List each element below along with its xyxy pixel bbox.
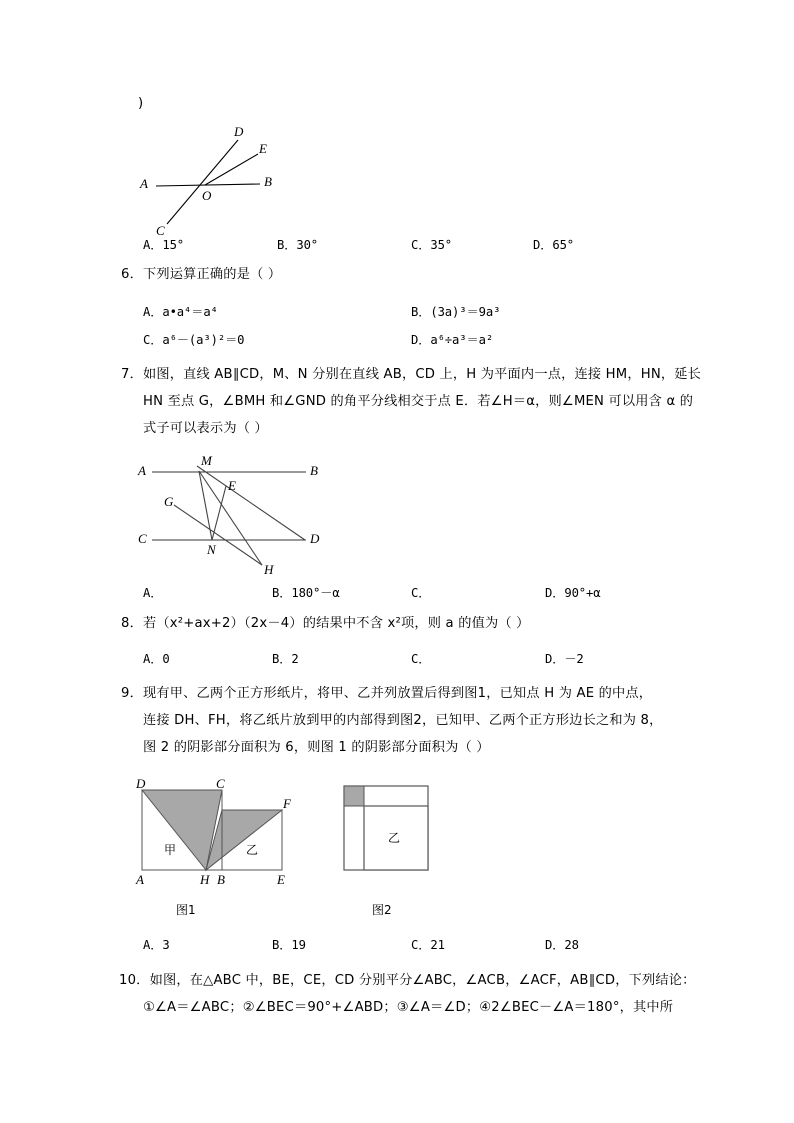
q7-parallel-lines-figure (138, 452, 338, 580)
q9-figure2 (340, 782, 450, 917)
q6-option-a[interactable] (143, 303, 218, 320)
q7-option-d[interactable]: D．90°+α (545, 586, 601, 600)
q5-point-E: E (259, 141, 267, 156)
q9-option-a[interactable]: A．3 (143, 938, 170, 952)
q8-option-b[interactable]: B．2 (272, 652, 299, 666)
svg-text:乙: 乙 (388, 831, 401, 845)
q9-stem-line-2: 连接 DH、FH，将乙纸片放到甲的内部得到图2，已知甲、乙两个正方形边长之和为 8， (143, 713, 663, 728)
q9-fig1-point-B: B (217, 872, 225, 887)
q8-option-c[interactable]: C． (411, 652, 431, 666)
q9-figure1 (128, 776, 308, 917)
q10-stem-line-1: 10．如图，在△ABC 中，BE，CE，CD 分别平分∠ABC，∠ACB，∠ACF，AB∥CD，下列结论： (119, 973, 696, 988)
q6-option-b-text: B．(3a)³＝9a³ (411, 305, 501, 319)
q7-point-E: E (228, 478, 236, 493)
q6-option-a-text: A．a•a⁴＝a⁴ (143, 305, 218, 319)
q5-angle-figure (140, 124, 290, 238)
q9-option-d[interactable]: D．28 (545, 938, 579, 952)
q7-point-A: A (138, 463, 146, 478)
q6-option-d[interactable] (411, 331, 493, 348)
q9-stem-line-1: 9．现有甲、乙两个正方形纸片，将甲、乙并列放置后得到图1，已知点 H 为 AE 的中点， (121, 686, 653, 701)
q7-option-b[interactable]: B．180°－α (272, 586, 340, 600)
q6-option-c[interactable] (143, 331, 244, 348)
q10-stem-line-2: ①∠A＝∠ABC；②∠BEC＝90°+∠ABD；③∠A＝∠D；④2∠BEC－∠A＝180°，其中所 (143, 1000, 674, 1015)
svg-text:甲: 甲 (164, 843, 177, 857)
q8-option-a[interactable]: A．0 (143, 652, 170, 666)
q9-fig1-point-A: A (136, 872, 144, 887)
q9-figure1-caption: 图1 (176, 903, 196, 917)
q7-point-N: N (207, 542, 216, 557)
q7-point-G: G (164, 494, 174, 509)
q5-option-c[interactable]: C．35° (411, 238, 453, 252)
q9-figure2-caption: 图2 (372, 903, 392, 917)
q7-point-B: B (310, 463, 318, 478)
q5-point-D: D (234, 124, 244, 139)
q7-option-c[interactable]: C． (411, 586, 431, 600)
q7-stem-line-2: HN 至点 G，∠BMH 和∠GND 的角平分线相交于点 E．若∠H＝α，则∠MEN 可以用含 α 的 (143, 394, 694, 409)
q7-point-C: C (138, 531, 147, 546)
q9-fig1-point-E: E (277, 872, 285, 887)
q5-point-B: B (264, 174, 272, 189)
q9-option-b[interactable]: B．19 (272, 938, 306, 952)
q5-point-A: A (140, 176, 148, 191)
q7-stem-line-1: 7．如图，直线 AB∥CD，M、N 分别在直线 AB，CD 上，H 为平面内一点，连接 HM，HN，延长 (121, 367, 702, 382)
q9-fig1-point-C: C (216, 776, 225, 791)
q7-point-H: H (264, 562, 274, 577)
q5-point-O: O (202, 188, 212, 203)
q6-option-b[interactable] (411, 303, 500, 320)
q7-point-M: M (201, 453, 212, 468)
q9-fig1-point-H: H (200, 872, 210, 887)
q7-option-a[interactable]: A． (143, 586, 163, 600)
q8-stem: 8．若（x²+ax+2）（2x－4）的结果中不含 x²项，则 a 的值为（ ） (121, 616, 530, 631)
q9-stem-line-3: 图 2 的阴影部分面积为 6，则图 1 的阴影部分面积为（ ） (143, 740, 490, 755)
svg-text:乙: 乙 (246, 843, 259, 857)
q5-point-C: C (156, 223, 165, 238)
q5-option-a[interactable]: A．15° (143, 238, 185, 252)
q5-option-d[interactable]: D．65° (533, 238, 575, 252)
q6-option-d-text: D．a⁶÷a³＝a² (411, 333, 494, 347)
q8-option-d[interactable]: D．－2 (545, 652, 584, 666)
q6-stem: 6．下列运算正确的是（ ） (121, 267, 282, 282)
q9-option-c[interactable]: C．21 (411, 938, 445, 952)
q5-option-b[interactable]: B．30° (277, 238, 319, 252)
q9-fig1-point-D: D (136, 776, 146, 791)
q9-fig1-point-F: F (283, 796, 291, 811)
q6-option-c-text: C．a⁶－(a³)²＝0 (143, 333, 245, 347)
stray-close-paren: ) (138, 96, 144, 111)
q7-stem-line-3: 式子可以表示为（ ） (143, 421, 268, 436)
q7-point-D: D (310, 531, 320, 546)
